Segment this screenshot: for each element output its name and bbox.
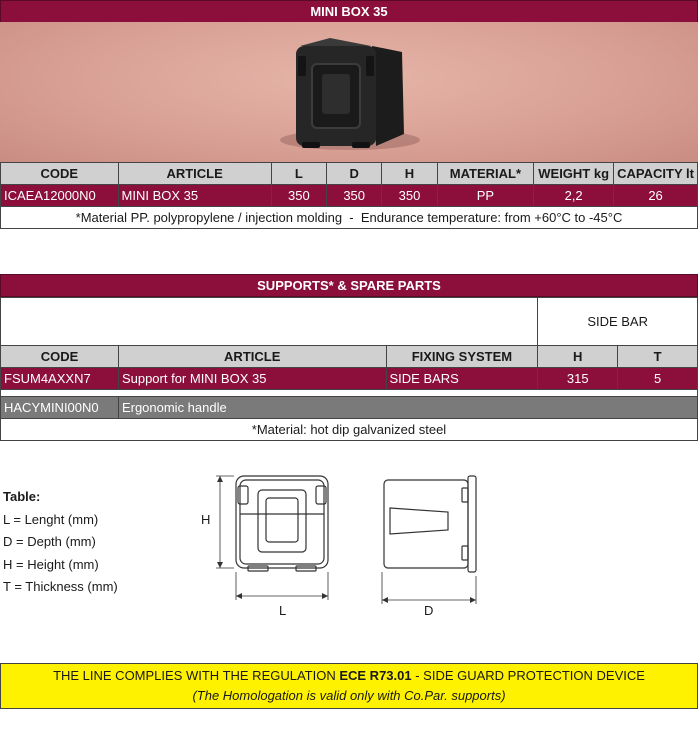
spare-code: HACYMINI00N0 (1, 397, 119, 419)
cell-material: PP (437, 185, 534, 207)
spare-part-row (1, 397, 698, 419)
cell-d: 350 (327, 185, 382, 207)
side-bar-group-label: SIDE BAR (538, 298, 698, 346)
header-d: D (327, 163, 382, 185)
supports-material-note: *Material: hot dip galvanized steel (1, 419, 698, 441)
product-row (1, 185, 698, 207)
mini-box-image (0, 22, 698, 163)
header-l: L (271, 163, 326, 185)
legend-item-d: D = Depth (mm) (3, 534, 96, 549)
cell-weight: 2,2 (534, 185, 614, 207)
supports-group-blank (1, 298, 538, 346)
cell-article: MINI BOX 35 (118, 185, 271, 207)
header-h: H (382, 163, 437, 185)
regulation-text-before: THE LINE COMPLIES WITH THE REGULATION (53, 668, 340, 683)
supports-header-fixing: FIXING SYSTEM (386, 346, 538, 368)
homologation-note: (The Homologation is valid only with Co.Par. supports) (192, 688, 506, 703)
header-article: ARTICLE (118, 163, 271, 185)
support-code: FSUM4AXXN7 (1, 368, 119, 390)
regulation-line-2 (1, 686, 697, 706)
regulation-code: ECE R73.01 (339, 668, 412, 683)
cell-h: 350 (382, 185, 437, 207)
regulation-line-1 (1, 666, 697, 686)
support-fixing: SIDE BARS (386, 368, 538, 390)
supports-header-row (1, 346, 698, 368)
supports-header-h: H (538, 346, 618, 368)
support-t: 5 (618, 368, 698, 390)
product-photo (0, 22, 698, 163)
supports-title-banner (0, 274, 698, 297)
product-material-note: *Material PP. polypropylene / injection molding - Endurance temperature: from +60°C to -45°C (1, 207, 698, 229)
cell-l: 350 (271, 185, 326, 207)
supports-header-code: CODE (1, 346, 119, 368)
front-width-label: L (279, 603, 287, 618)
header-capacity: CAPACITY lt (614, 163, 698, 185)
legend-title: Table: (3, 489, 41, 504)
product-title-banner (0, 0, 698, 23)
product-note-row (1, 207, 698, 229)
supports-row (1, 368, 698, 390)
front-view-drawing (196, 468, 346, 618)
product-header-row (1, 163, 698, 185)
supports-table (0, 297, 698, 441)
product-table (0, 162, 698, 229)
supports-title: SUPPORTS* & SPARE PARTS (257, 278, 441, 293)
support-h: 315 (538, 368, 618, 390)
header-code: CODE (1, 163, 119, 185)
product-title: MINI BOX 35 (310, 4, 388, 19)
regulation-text-after: - SIDE GUARD PROTECTION DEVICE (411, 668, 645, 683)
side-depth-label: D (424, 603, 434, 618)
supports-spacer-row (1, 390, 698, 397)
header-material: MATERIAL* (437, 163, 534, 185)
support-article: Support for MINI BOX 35 (118, 368, 386, 390)
supports-header-article: ARTICLE (118, 346, 386, 368)
dimension-legend (3, 486, 118, 599)
legend-item-h: H = Height (mm) (3, 556, 99, 572)
supports-header-t: T (618, 346, 698, 368)
regulation-box (0, 663, 698, 709)
legend-item-l: L = Lenght (mm) (3, 511, 99, 527)
legend-item-t: T = Thickness (mm) (3, 579, 118, 594)
supports-group-row (1, 298, 698, 346)
side-view-drawing (370, 468, 490, 618)
supports-note-row (1, 419, 698, 441)
spare-article: Ergonomic handle (118, 397, 697, 419)
cell-code: ICAEA12000N0 (1, 185, 119, 207)
cell-capacity: 26 (614, 185, 698, 207)
header-weight: WEIGHT kg (534, 163, 614, 185)
front-height-label: H (201, 512, 211, 527)
